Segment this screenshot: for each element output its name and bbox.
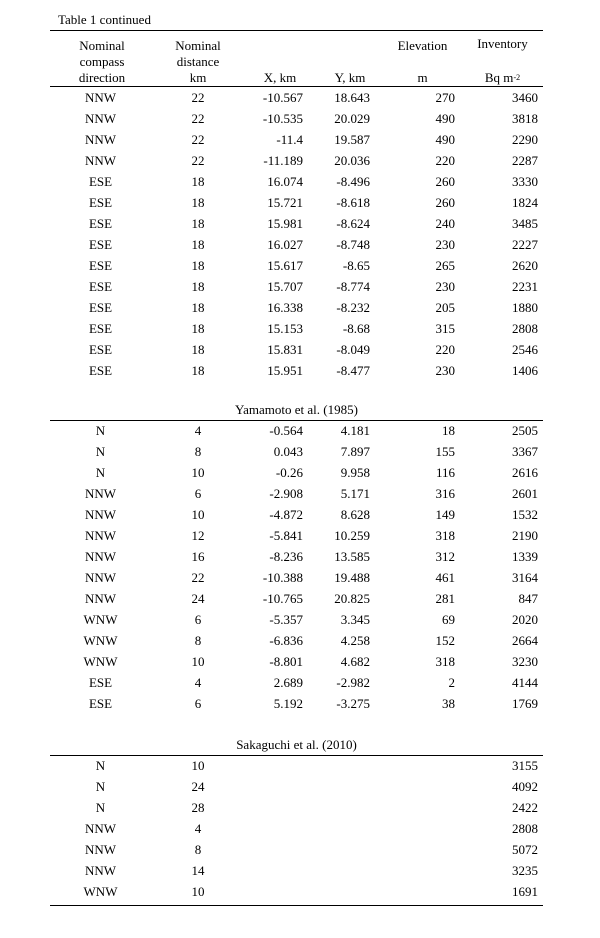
cell-elevation: 490 <box>435 111 455 126</box>
cell-elevation: 281 <box>435 591 455 606</box>
cell-y: -8.65 <box>342 258 370 273</box>
table-row <box>50 192 543 213</box>
cell-x: 15.951 <box>267 363 303 378</box>
cell-x: 16.027 <box>267 237 303 252</box>
cell-x: 15.831 <box>267 342 303 357</box>
cell-x: 15.981 <box>267 216 303 231</box>
cell-y: 18.643 <box>334 90 370 105</box>
cell-y: -8.049 <box>336 342 370 357</box>
table-row <box>50 504 543 525</box>
cell-elevation: 220 <box>435 342 455 357</box>
header-inventory-unit-exponent: -2 <box>513 73 521 82</box>
cell-distance: 14 <box>191 863 205 878</box>
cell-x: -11.4 <box>276 132 303 147</box>
cell-elevation: 38 <box>442 696 455 711</box>
table-row <box>50 525 543 546</box>
cell-direction: WNW <box>83 633 118 648</box>
cell-inventory: 3235 <box>512 863 538 878</box>
cell-distance: 28 <box>191 800 205 815</box>
cell-inventory: 3485 <box>512 216 538 231</box>
cell-inventory: 2546 <box>512 342 538 357</box>
cell-distance: 10 <box>191 465 205 480</box>
cell-direction: ESE <box>88 321 113 336</box>
cell-y: 5.171 <box>340 486 370 501</box>
cell-distance: 18 <box>191 279 205 294</box>
cell-distance: 16 <box>191 549 205 564</box>
cell-inventory: 1339 <box>512 549 538 564</box>
cell-distance: 18 <box>191 300 205 315</box>
cell-direction: ESE <box>88 258 113 273</box>
cell-elevation: 18 <box>442 423 455 438</box>
cell-y: -8.618 <box>336 195 370 210</box>
table-row <box>50 87 543 108</box>
header-elevation-line1: Elevation <box>397 38 448 53</box>
table-row <box>50 693 543 714</box>
cell-inventory: 2664 <box>512 633 538 648</box>
cell-direction: NNW <box>84 591 117 606</box>
cell-y: 7.897 <box>340 444 370 459</box>
cell-y: 4.181 <box>340 423 370 438</box>
cell-direction: ESE <box>88 195 113 210</box>
header-y: Y, km <box>334 70 366 85</box>
cell-distance: 18 <box>191 321 205 336</box>
header-elevation <box>385 38 460 86</box>
header-distance-line3: km <box>189 70 207 85</box>
cell-direction: WNW <box>83 654 118 669</box>
cell-inventory: 2616 <box>512 465 538 480</box>
cell-inventory: 2190 <box>512 528 538 543</box>
cell-distance: 8 <box>194 444 202 459</box>
cell-x: 16.074 <box>267 174 303 189</box>
cell-elevation: 260 <box>435 174 455 189</box>
cell-distance: 22 <box>191 111 205 126</box>
cell-inventory: 2231 <box>512 279 538 294</box>
section-title: Yamamoto et al. (1985) <box>235 402 358 417</box>
cell-x: -10.765 <box>262 591 303 606</box>
cell-elevation: 220 <box>435 153 455 168</box>
cell-x: -5.841 <box>269 528 303 543</box>
cell-y: -8.748 <box>336 237 370 252</box>
cell-x: -6.836 <box>269 633 303 648</box>
cell-distance: 8 <box>194 633 202 648</box>
cell-inventory: 3367 <box>512 444 538 459</box>
section-title: Sakaguchi et al. (2010) <box>236 737 357 752</box>
cell-direction: WNW <box>83 612 118 627</box>
table-row <box>50 360 543 381</box>
cell-distance: 18 <box>191 258 205 273</box>
cell-elevation: 318 <box>435 528 455 543</box>
table-row <box>50 483 543 504</box>
table-row <box>50 234 543 255</box>
table-row <box>50 609 543 630</box>
cell-elevation: 265 <box>435 258 455 273</box>
cell-x: -4.872 <box>269 507 303 522</box>
cell-y: -8.232 <box>336 300 370 315</box>
cell-elevation: 152 <box>435 633 455 648</box>
table-row <box>50 441 543 462</box>
header-direction <box>62 38 142 86</box>
cell-distance: 24 <box>191 779 205 794</box>
cell-x: -10.388 <box>262 570 303 585</box>
table-row <box>50 755 543 776</box>
cell-inventory: 2422 <box>512 800 538 815</box>
cell-distance: 12 <box>191 528 205 543</box>
cell-elevation: 270 <box>435 90 455 105</box>
cell-inventory: 4092 <box>512 779 538 794</box>
cell-distance: 18 <box>191 174 205 189</box>
table-bottom-rule <box>50 905 543 906</box>
table-row <box>50 651 543 672</box>
header-inventory-unit-base: Bq m <box>484 70 514 85</box>
cell-inventory: 1532 <box>512 507 538 522</box>
cell-y: -8.774 <box>336 279 370 294</box>
cell-elevation: 312 <box>435 549 455 564</box>
header-distance-line1: Nominal <box>175 38 221 53</box>
cell-x: 0.043 <box>273 444 303 459</box>
cell-distance: 22 <box>191 153 205 168</box>
table-row <box>50 546 543 567</box>
cell-distance: 4 <box>194 675 202 690</box>
table-top-rule <box>50 30 543 31</box>
table-row <box>50 339 543 360</box>
cell-elevation: 149 <box>435 507 455 522</box>
cell-x: -10.567 <box>262 90 303 105</box>
cell-x: -8.801 <box>269 654 303 669</box>
table-row <box>50 776 543 797</box>
cell-elevation: 260 <box>435 195 455 210</box>
cell-y: -3.275 <box>336 696 370 711</box>
cell-elevation: 116 <box>435 465 455 480</box>
header-direction-line2: compass <box>79 54 125 69</box>
cell-distance: 8 <box>194 842 202 857</box>
cell-distance: 18 <box>191 195 205 210</box>
table-row <box>50 318 543 339</box>
table-row <box>50 276 543 297</box>
table-row <box>50 462 543 483</box>
table-row <box>50 171 543 192</box>
cell-inventory: 1691 <box>512 884 538 899</box>
cell-y: -2.982 <box>336 675 370 690</box>
cell-direction: NNW <box>84 863 117 878</box>
cell-direction: ESE <box>88 300 113 315</box>
cell-elevation: 230 <box>435 363 455 378</box>
table-caption: Table 1 continued <box>58 12 151 27</box>
cell-inventory: 2601 <box>512 486 538 501</box>
cell-direction: ESE <box>88 279 113 294</box>
table-row <box>50 150 543 171</box>
cell-direction: ESE <box>88 216 113 231</box>
cell-y: -8.68 <box>342 321 370 336</box>
cell-direction: WNW <box>83 884 118 899</box>
cell-distance: 10 <box>191 884 205 899</box>
header-x: X, km <box>263 70 297 85</box>
cell-inventory: 3230 <box>512 654 538 669</box>
table-row <box>50 129 543 150</box>
cell-distance: 6 <box>194 696 202 711</box>
cell-x: -0.26 <box>275 465 303 480</box>
cell-direction: N <box>95 423 106 438</box>
cell-direction: ESE <box>88 237 113 252</box>
table-row <box>50 839 543 860</box>
cell-inventory: 2290 <box>512 132 538 147</box>
cell-y: -8.624 <box>336 216 370 231</box>
cell-distance: 6 <box>194 612 202 627</box>
table-row <box>50 297 543 318</box>
cell-x: 15.721 <box>267 195 303 210</box>
cell-elevation: 205 <box>435 300 455 315</box>
cell-y: 19.587 <box>334 132 370 147</box>
cell-elevation: 318 <box>435 654 455 669</box>
header-elevation-line2: m <box>417 70 428 85</box>
cell-distance: 22 <box>191 132 205 147</box>
cell-inventory: 2020 <box>512 612 538 627</box>
cell-direction: NNW <box>84 549 117 564</box>
table-row <box>50 860 543 881</box>
cell-x: 15.617 <box>267 258 303 273</box>
cell-inventory: 5072 <box>512 842 538 857</box>
cell-y: 20.029 <box>334 111 370 126</box>
cell-x: -11.189 <box>263 153 303 168</box>
cell-distance: 10 <box>191 654 205 669</box>
cell-direction: NNW <box>84 153 117 168</box>
cell-inventory: 1406 <box>512 363 538 378</box>
cell-elevation: 316 <box>435 486 455 501</box>
cell-inventory: 2808 <box>512 321 538 336</box>
cell-inventory: 1880 <box>512 300 538 315</box>
cell-direction: NNW <box>84 528 117 543</box>
table-row <box>50 818 543 839</box>
cell-direction: ESE <box>88 174 113 189</box>
cell-direction: NNW <box>84 111 117 126</box>
cell-x: 15.153 <box>267 321 303 336</box>
cell-x: -10.535 <box>262 111 303 126</box>
cell-inventory: 1824 <box>512 195 538 210</box>
header-direction-line1: Nominal <box>79 38 125 53</box>
cell-distance: 10 <box>191 758 205 773</box>
cell-direction: NNW <box>84 570 117 585</box>
cell-direction: NNW <box>84 842 117 857</box>
cell-x: 2.689 <box>273 675 303 690</box>
cell-elevation: 490 <box>435 132 455 147</box>
cell-y: 4.682 <box>340 654 370 669</box>
cell-elevation: 315 <box>435 321 455 336</box>
cell-distance: 10 <box>191 507 205 522</box>
cell-inventory: 3155 <box>512 758 538 773</box>
cell-y: -8.477 <box>336 363 370 378</box>
header-distance-line2: distance <box>176 54 220 69</box>
cell-direction: N <box>95 779 106 794</box>
cell-elevation: 2 <box>448 675 455 690</box>
cell-elevation: 155 <box>435 444 455 459</box>
table-row <box>50 797 543 818</box>
cell-y: 20.825 <box>334 591 370 606</box>
cell-direction: N <box>95 800 106 815</box>
cell-distance: 24 <box>191 591 205 606</box>
cell-x: -0.564 <box>269 423 303 438</box>
cell-direction: ESE <box>88 342 113 357</box>
cell-inventory: 3164 <box>512 570 538 585</box>
cell-direction: N <box>95 758 106 773</box>
cell-inventory: 3460 <box>512 90 538 105</box>
cell-y: 13.585 <box>334 549 370 564</box>
cell-inventory: 2505 <box>512 423 538 438</box>
cell-elevation: 240 <box>435 216 455 231</box>
cell-distance: 4 <box>194 821 202 836</box>
cell-elevation: 230 <box>435 279 455 294</box>
cell-direction: NNW <box>84 90 117 105</box>
cell-distance: 22 <box>191 570 205 585</box>
cell-distance: 18 <box>191 237 205 252</box>
cell-distance: 18 <box>191 363 205 378</box>
header-distance <box>163 38 233 86</box>
cell-inventory: 2227 <box>512 237 538 252</box>
cell-y: 10.259 <box>334 528 370 543</box>
table-row <box>50 255 543 276</box>
cell-inventory: 2287 <box>512 153 538 168</box>
cell-direction: NNW <box>84 821 117 836</box>
cell-x: 16.338 <box>267 300 303 315</box>
cell-direction: ESE <box>88 675 113 690</box>
table-row <box>50 420 543 441</box>
cell-distance: 22 <box>191 90 205 105</box>
cell-direction: N <box>95 465 106 480</box>
table-row <box>50 588 543 609</box>
table-row <box>50 672 543 693</box>
cell-inventory: 847 <box>518 591 538 606</box>
cell-direction: ESE <box>88 696 113 711</box>
cell-y: 3.345 <box>340 612 370 627</box>
cell-inventory: 1769 <box>512 696 538 711</box>
cell-direction: NNW <box>84 486 117 501</box>
cell-distance: 18 <box>191 216 205 231</box>
cell-distance: 6 <box>194 486 202 501</box>
header-inventory <box>465 36 540 88</box>
cell-inventory: 4144 <box>512 675 538 690</box>
cell-inventory: 2808 <box>512 821 538 836</box>
cell-y: 19.488 <box>334 570 370 585</box>
cell-inventory: 2620 <box>512 258 538 273</box>
cell-elevation: 69 <box>442 612 455 627</box>
cell-elevation: 461 <box>435 570 455 585</box>
table-row <box>50 881 543 902</box>
cell-y: 4.258 <box>340 633 370 648</box>
table-row <box>50 213 543 234</box>
cell-elevation: 230 <box>435 237 455 252</box>
cell-distance: 18 <box>191 342 205 357</box>
cell-y: 20.036 <box>334 153 370 168</box>
cell-x: -2.908 <box>269 486 303 501</box>
cell-y: 9.958 <box>340 465 370 480</box>
table-row <box>50 108 543 129</box>
cell-x: -5.357 <box>269 612 303 627</box>
cell-direction: NNW <box>84 507 117 522</box>
table-row <box>50 630 543 651</box>
cell-x: 5.192 <box>273 696 303 711</box>
header-direction-line3: direction <box>78 70 126 85</box>
cell-direction: N <box>95 444 106 459</box>
header-inventory-line1: Inventory <box>477 36 528 51</box>
cell-direction: ESE <box>88 363 113 378</box>
cell-x: -8.236 <box>269 549 303 564</box>
cell-x: 15.707 <box>267 279 303 294</box>
cell-direction: NNW <box>84 132 117 147</box>
cell-y: 8.628 <box>340 507 370 522</box>
cell-distance: 4 <box>194 423 202 438</box>
table-row <box>50 567 543 588</box>
cell-inventory: 3818 <box>512 111 538 126</box>
cell-y: -8.496 <box>336 174 370 189</box>
cell-inventory: 3330 <box>512 174 538 189</box>
